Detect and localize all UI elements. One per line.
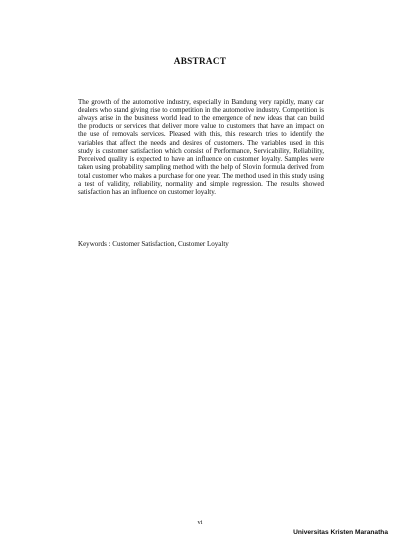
university-footer: Universitas Kristen Maranatha <box>293 529 388 536</box>
abstract-title: ABSTRACT <box>173 56 227 66</box>
keywords-line: Keywords : Customer Satisfaction, Customer Loyalty <box>78 240 229 248</box>
abstract-body: The growth of the automotive industry, especially in Bandung very rapidly, many car dealers who stand giving rise to competition in the automotive industry. Competition is always arise in the business world lead to the emergence of new ideas that can build the products or services that deliver more value to customers that have an impact on the use of removals services. Pleased with this, this research tries to identify the variables that affect the needs and desires of customers. The variables used in this study is customer satisfaction which consist of Performance, Servicability, Reliability, Perceived quality is expected to have an influence on customer loyalty. Samples were taken using probability sampling method with the help of Slovin formula derived from total customer who makes a purchase for one year. The method used in this study using a test of validity, reliability, normality and simple regression. The results showed satisfaction has an influence on customer loyalty. <box>78 97 324 197</box>
page-number: vi <box>197 519 203 526</box>
